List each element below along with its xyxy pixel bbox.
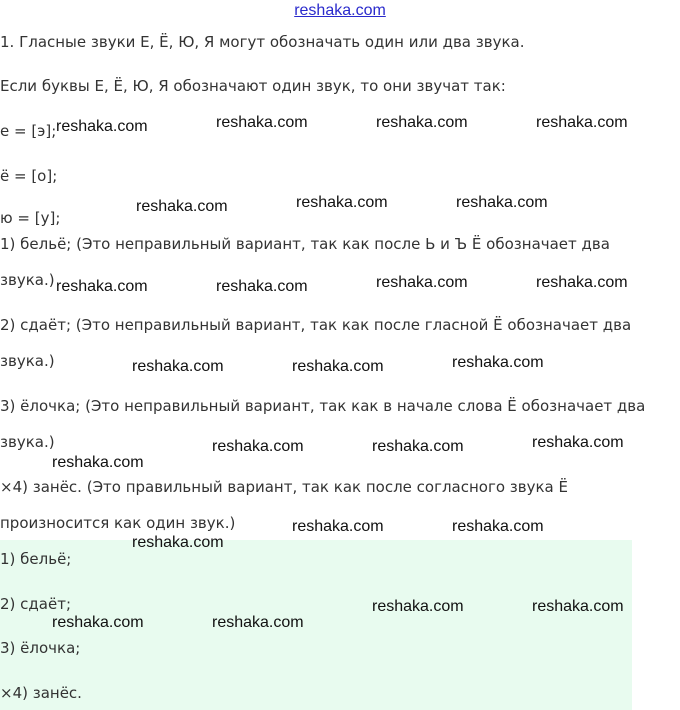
text-line: ю = [у]; (0, 209, 61, 227)
watermark: reshaka.com (212, 438, 304, 455)
text-line: 2) сдаёт; (Это неправильный вариант, так как после гласной Ё обозначает два (0, 316, 632, 334)
watermark: reshaka.com (372, 598, 464, 615)
text-line: звука.) (0, 352, 55, 370)
text-line: ё = [о]; (0, 167, 58, 185)
watermark: reshaka.com (376, 274, 468, 291)
text-line: 1) бельё; (Это неправильный вариант, так как после Ь и Ъ Ё обозначает два (0, 235, 610, 253)
watermark: reshaka.com (216, 278, 308, 295)
watermark: reshaka.com (292, 518, 384, 535)
watermark: reshaka.com (456, 194, 548, 211)
watermark: reshaka.com (536, 114, 628, 131)
text-line: ×4) занёс. (Это правильный вариант, так как после согласного звука Ё (0, 478, 568, 496)
answer-line: 1) бельё; (0, 550, 72, 568)
watermark: reshaka.com (372, 438, 464, 455)
watermark: reshaka.com (132, 358, 224, 375)
watermark: reshaka.com (52, 454, 144, 471)
watermark: reshaka.com (56, 118, 148, 135)
text-line: произносится как один звук.) (0, 514, 236, 532)
watermark: reshaka.com (56, 278, 148, 295)
watermark: reshaka.com (376, 114, 468, 131)
watermark: reshaka.com (536, 274, 628, 291)
text-line: 1. Гласные звуки Е, Ё, Ю, Я могут обозначать один или два звука. (0, 33, 525, 51)
answer-line: 3) ёлочка; (0, 639, 81, 657)
watermark: reshaka.com (532, 598, 624, 615)
watermark: reshaka.com (136, 198, 228, 215)
text-line: Если буквы Е, Ё, Ю, Я обозначают один звук, то они звучат так: (0, 77, 506, 95)
answer-line: ×4) занёс. (0, 684, 82, 702)
watermark: reshaka.com (532, 434, 624, 451)
watermark: reshaka.com (296, 194, 388, 211)
watermark: reshaka.com (212, 614, 304, 631)
text-line: звука.) (0, 271, 55, 289)
text-line: звука.) (0, 433, 55, 451)
answer-line: 2) сдаёт; (0, 595, 71, 613)
watermark: reshaka.com (216, 114, 308, 131)
text-line: 3) ёлочка; (Это неправильный вариант, так как в начале слова Ё обозначает два (0, 397, 646, 415)
watermark: reshaka.com (52, 614, 144, 631)
watermark: reshaka.com (132, 534, 224, 551)
site-header-link[interactable]: reshaka.com (294, 2, 386, 19)
watermark: reshaka.com (452, 354, 544, 371)
watermark: reshaka.com (452, 518, 544, 535)
text-line: е = [э]; (0, 122, 57, 140)
watermark: reshaka.com (292, 358, 384, 375)
